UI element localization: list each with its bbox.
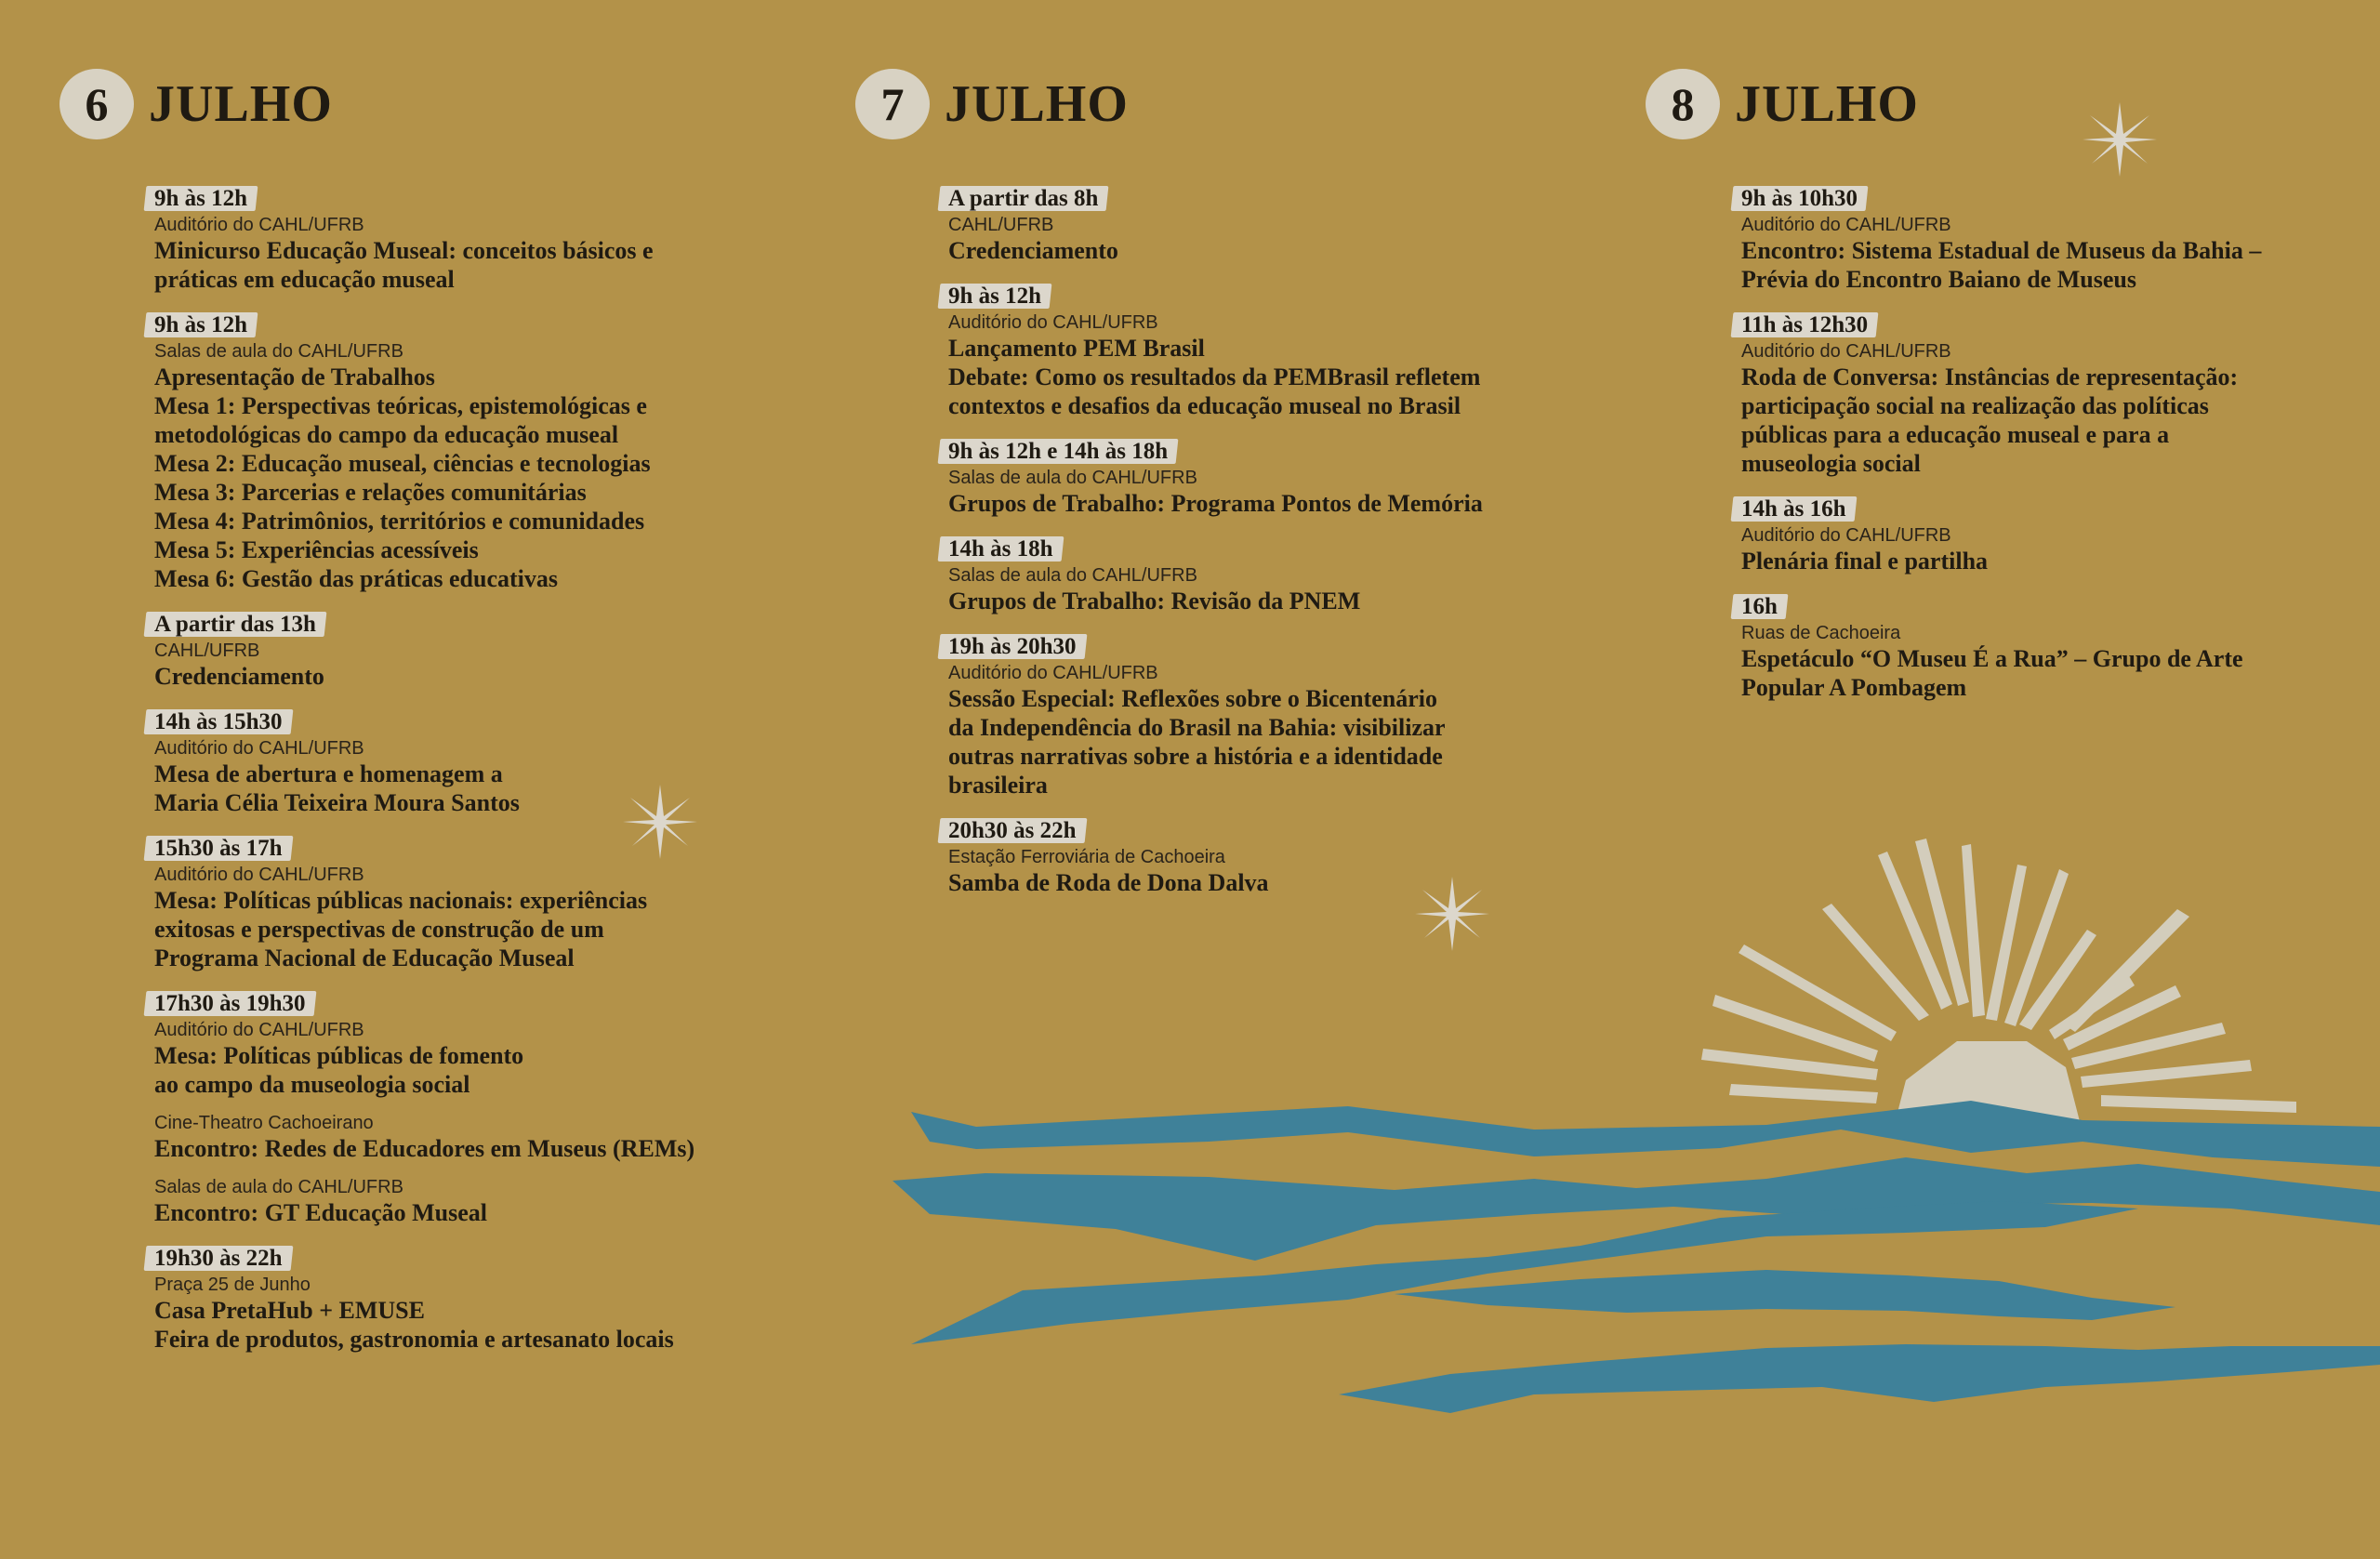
event-list: [948, 186, 1483, 916]
event-title-line: museologia social: [1741, 450, 1921, 477]
event-location: Praça 25 de Junho: [154, 1275, 311, 1295]
event-location: Salas de aula do CAHL/UFRB: [948, 565, 1197, 586]
schedule-event: [154, 836, 694, 972]
time-badge: [144, 991, 316, 1016]
event-location: CAHL/UFRB: [154, 641, 260, 661]
day-month: JULHO: [1735, 75, 1919, 133]
time-label: 19h30 às 22h: [154, 1246, 283, 1271]
event-title-line: Mesa: Políticas públicas nacionais: experiências: [154, 887, 648, 914]
schedule-event: [948, 186, 1483, 265]
event-location: Salas de aula do CAHL/UFRB: [154, 341, 403, 362]
schedule-event: [1741, 186, 2261, 294]
event-location: Auditório do CAHL/UFRB: [1741, 215, 1951, 235]
time-badge: [144, 1246, 293, 1271]
day-month: JULHO: [945, 75, 1129, 133]
time-label: 19h às 20h30: [948, 634, 1077, 659]
schedule-event: [948, 634, 1483, 799]
event-title-line: Mesa 1: Perspectivas teóricas, epistemológicas e: [154, 392, 647, 419]
time-label: 9h às 12h: [154, 312, 248, 337]
event-title-line: Espetáculo “O Museu É a Rua” – Grupo de Arte: [1741, 645, 2243, 672]
time-badge: [938, 818, 1087, 843]
time-label: 9h às 12h e 14h às 18h: [948, 439, 1169, 464]
event-location: Auditório do CAHL/UFRB: [154, 738, 364, 759]
event-title-line: Lançamento PEM Brasil: [948, 335, 1205, 362]
time-badge: [938, 536, 1064, 562]
schedule-event: [154, 186, 694, 294]
event-location: Cine-Theatro Cachoeirano: [154, 1113, 374, 1133]
time-badge: [1731, 496, 1857, 522]
event-title-line: Popular A Pombagem: [1741, 674, 1967, 701]
event-title-line: participação social na realização das políticas: [1741, 392, 2209, 419]
day-number: 6: [60, 69, 134, 139]
time-label: 14h às 15h30: [154, 709, 283, 734]
time-badge: [1731, 186, 1869, 211]
schedule-event: [1741, 496, 2261, 575]
event-title-line: exitosas e perspectivas de construção de um: [154, 916, 604, 943]
event-title-line: Apresentação de Trabalhos: [154, 363, 435, 390]
schedule-event: [948, 818, 1483, 897]
event-location: Auditório do CAHL/UFRB: [948, 312, 1158, 333]
event-location: Auditório do CAHL/UFRB: [154, 865, 364, 885]
time-label: 16h: [1741, 594, 1778, 619]
event-title-line: Casa PretaHub + EMUSE: [154, 1297, 425, 1324]
event-location: Auditório do CAHL/UFRB: [1741, 341, 1951, 362]
event-location: Salas de aula do CAHL/UFRB: [948, 468, 1197, 488]
day-header: [60, 67, 333, 141]
event-title-line: Mesa 2: Educação museal, ciências e tecnologias: [154, 450, 651, 477]
event-location: Estação Ferroviária de Cachoeira: [948, 847, 1225, 867]
event-title-line: da Independência do Brasil na Bahia: visibilizar: [948, 714, 1446, 741]
event-title-line: Credenciamento: [154, 663, 324, 690]
event-title-line: contextos e desafios da educação museal no Brasil: [948, 392, 1461, 419]
event-location: Auditório do CAHL/UFRB: [154, 1020, 364, 1040]
event-title-line: Encontro: Redes de Educadores em Museus (REMs): [154, 1135, 695, 1162]
event-title-line: Maria Célia Teixeira Moura Santos: [154, 789, 520, 816]
event-location: Ruas de Cachoeira: [1741, 623, 1901, 643]
time-label: 9h às 10h30: [1741, 186, 1858, 211]
time-label: 20h30 às 22h: [948, 818, 1077, 843]
day-number: 8: [1646, 69, 1720, 139]
time-badge: [1731, 594, 1789, 619]
day-number: 7: [855, 69, 930, 139]
time-label: A partir das 8h: [948, 186, 1099, 211]
event-location: Auditório do CAHL/UFRB: [1741, 525, 1951, 546]
schedule-event: [154, 991, 694, 1227]
event-list: [154, 186, 694, 1372]
schedule-event: [1741, 312, 2261, 478]
event-location: Auditório do CAHL/UFRB: [154, 215, 364, 235]
time-label: 17h30 às 19h30: [154, 991, 306, 1016]
schedule-event: [154, 1246, 694, 1354]
time-label: 15h30 às 17h: [154, 836, 283, 861]
schedule-event: [154, 612, 694, 691]
event-title-line: Credenciamento: [948, 237, 1118, 264]
event-title-line: práticas em educação museal: [154, 266, 455, 293]
event-title-line: Feira de produtos, gastronomia e artesanato locais: [154, 1326, 674, 1353]
schedule-event: [948, 284, 1483, 420]
sparkle-icon: [2082, 102, 2157, 177]
event-title-line: Mesa 4: Patrimônios, territórios e comunidades: [154, 508, 645, 535]
event-title-line: públicas para a educação museal e para a: [1741, 421, 2170, 448]
event-title-line: Plenária final e partilha: [1741, 548, 1989, 575]
event-list: [1741, 186, 2261, 720]
time-badge: [1731, 312, 1879, 337]
event-title-line: Samba de Roda de Dona Dalva: [948, 869, 1269, 896]
event-title-line: Programa Nacional de Educação Museal: [154, 945, 575, 971]
time-badge: [938, 284, 1052, 309]
day-header: [1646, 67, 1919, 141]
time-badge: [144, 836, 293, 861]
time-label: 9h às 12h: [948, 284, 1042, 309]
time-badge: [144, 186, 258, 211]
sea-waves: [892, 1101, 2380, 1413]
time-badge: [144, 612, 327, 637]
time-badge: [938, 634, 1087, 659]
event-title-line: Encontro: Sistema Estadual de Museus da Bahia –: [1741, 237, 2262, 264]
event-location: Salas de aula do CAHL/UFRB: [154, 1177, 403, 1197]
event-location: CAHL/UFRB: [948, 215, 1054, 235]
event-title-line: Mesa: Políticas públicas de fomento: [154, 1042, 524, 1069]
event-title-line: Mesa 6: Gestão das práticas educativas: [154, 565, 559, 592]
time-badge: [938, 439, 1179, 464]
schedule-event: [1741, 594, 2261, 702]
day-month: JULHO: [149, 75, 333, 133]
event-title-line: Mesa de abertura e homenagem a: [154, 760, 503, 787]
time-badge: [938, 186, 1109, 211]
schedule-event: [154, 312, 694, 593]
event-title-line: Sessão Especial: Reflexões sobre o Bicentenário: [948, 685, 1437, 712]
time-badge: [144, 709, 293, 734]
event-title-line: brasileira: [948, 772, 1048, 799]
event-title-line: Minicurso Educação Museal: conceitos básicos e: [154, 237, 654, 264]
event-title-line: Grupos de Trabalho: Programa Pontos de Memória: [948, 490, 1483, 517]
event-title-line: Encontro: GT Educação Museal: [154, 1199, 488, 1226]
schedule-event: [948, 536, 1483, 615]
time-badge: [144, 312, 258, 337]
event-title-line: Mesa 3: Parcerias e relações comunitárias: [154, 479, 587, 506]
event-title-line: Roda de Conversa: Instâncias de representação:: [1741, 363, 2239, 390]
event-title-line: Grupos de Trabalho: Revisão da PNEM: [948, 588, 1361, 614]
time-label: 9h às 12h: [154, 186, 248, 211]
event-location: Auditório do CAHL/UFRB: [948, 663, 1158, 683]
event-title-line: metodológicas do campo da educação museal: [154, 421, 619, 448]
schedule-event: [154, 709, 694, 817]
time-label: 14h às 16h: [1741, 496, 1846, 522]
event-title-line: Mesa 5: Experiências acessíveis: [154, 536, 479, 563]
schedule-event: [948, 439, 1483, 518]
event-title-line: outras narrativas sobre a história e a identidade: [948, 743, 1443, 770]
event-title-line: Prévia do Encontro Baiano de Museus: [1741, 266, 2136, 293]
event-title-line: ao campo da museologia social: [154, 1071, 470, 1098]
time-label: 14h às 18h: [948, 536, 1053, 562]
day-header: [855, 67, 1129, 141]
time-label: A partir das 13h: [154, 612, 316, 637]
time-label: 11h às 12h30: [1741, 312, 1869, 337]
event-title-line: Debate: Como os resultados da PEMBrasil refletem: [948, 363, 1481, 390]
